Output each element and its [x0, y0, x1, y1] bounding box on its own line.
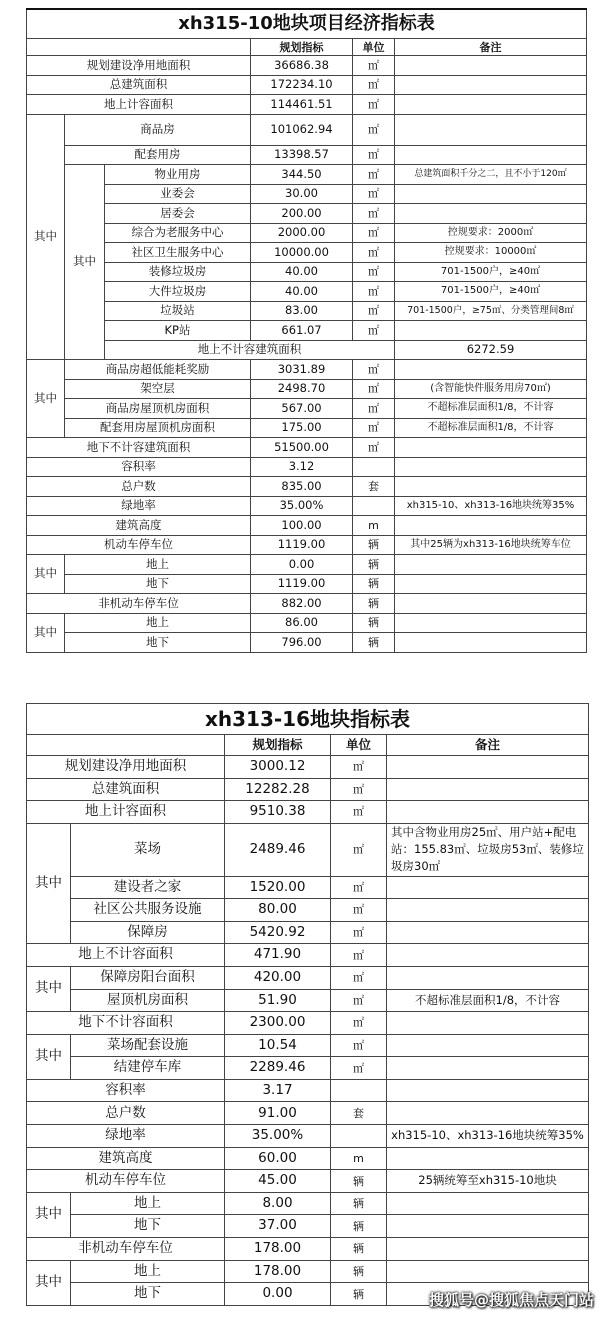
row-note [395, 75, 587, 95]
row-label: 地上不计容面积 [27, 944, 225, 967]
table-row [27, 1170, 589, 1193]
row-label: 保障房阳台面积 [71, 966, 225, 989]
row-value: 567.00 [251, 399, 353, 419]
row-value: 0.00 [251, 555, 353, 575]
row-value: 178.00 [225, 1260, 331, 1283]
row-label: 架空层 [65, 379, 251, 399]
row-note [395, 633, 587, 653]
row-value: 3000.12 [225, 756, 331, 779]
row-label: 地下 [65, 574, 251, 594]
row-value: 80.00 [225, 899, 331, 922]
table-row [27, 282, 587, 302]
row-label: 地上 [71, 1260, 225, 1283]
row-unit: ㎡ [353, 262, 395, 282]
row-note: 不超标准层面积1/8，不计容 [395, 418, 587, 438]
row-unit: ㎡ [353, 223, 395, 243]
row-label: 地上计容面积 [27, 95, 251, 115]
subgroup-label-qizhong: 其中 [65, 165, 105, 360]
row-unit: ㎡ [353, 56, 395, 76]
row-value: 661.07 [251, 321, 353, 341]
row-label: 规划建设净用地面积 [27, 56, 251, 76]
row-note: 701-1500户，≥40㎡ [395, 262, 587, 282]
row-label: 地上 [65, 613, 251, 633]
table1-header-note: 备注 [395, 39, 587, 56]
row-unit: 辆 [331, 1215, 387, 1238]
row-label: 建筑高度 [27, 516, 251, 536]
row-unit: ㎡ [353, 165, 395, 185]
top-margin [0, 0, 608, 4]
group-label-qizhong: 其中 [27, 1192, 71, 1237]
table-row [27, 801, 589, 824]
row-value: 101062.94 [251, 114, 353, 145]
row-note [387, 966, 589, 989]
row-note [395, 613, 587, 633]
table-row [27, 876, 589, 899]
row-note [387, 1012, 589, 1035]
xh313-16-indicator-table [26, 703, 589, 1306]
row-unit: ㎡ [353, 114, 395, 145]
group-label-qizhong: 其中 [27, 360, 65, 438]
group-label-qizhong: 其中 [27, 966, 71, 1011]
table-row [27, 1012, 589, 1035]
row-unit: 辆 [353, 574, 395, 594]
group-label-qizhong: 其中 [27, 1034, 71, 1079]
row-value: 1119.00 [251, 535, 353, 555]
row-label: 容积率 [27, 1079, 225, 1102]
row-label: 地上不计容建筑面积 [105, 340, 395, 360]
row-label: 商品房超低能耗奖励 [65, 360, 251, 380]
row-value: 178.00 [225, 1238, 331, 1261]
row-unit: ㎡ [353, 75, 395, 95]
row-unit: 辆 [353, 535, 395, 555]
table-row [27, 1102, 589, 1125]
table2-title: xh313-16地块指标表 [27, 704, 589, 735]
row-label: 总户数 [27, 477, 251, 497]
table-row [27, 1215, 589, 1238]
row-label: 配套用房 [65, 145, 251, 165]
row-unit: ㎡ [331, 1057, 387, 1080]
row-label: 非机动车停车位 [27, 594, 251, 614]
row-note [387, 1102, 589, 1125]
table-row [27, 56, 587, 76]
row-note [387, 1034, 589, 1057]
row-value: 882.00 [251, 594, 353, 614]
table-row [27, 778, 589, 801]
row-value: 2498.70 [251, 379, 353, 399]
row-unit: ㎡ [331, 966, 387, 989]
row-value: 3.17 [225, 1079, 331, 1102]
row-note [387, 921, 589, 944]
row-label: 居委会 [105, 204, 251, 224]
row-note [395, 438, 587, 458]
row-unit: 辆 [353, 633, 395, 653]
row-value: 114461.51 [251, 95, 353, 115]
row-unit: 辆 [331, 1192, 387, 1215]
group-label-qizhong: 其中 [27, 823, 71, 944]
row-unit: ㎡ [331, 899, 387, 922]
row-unit: m [331, 1147, 387, 1170]
row-unit [353, 496, 395, 516]
row-label: 地上 [71, 1192, 225, 1215]
row-label: 总户数 [27, 1102, 225, 1125]
row-note [395, 56, 587, 76]
row-note: 总建筑面积千分之二，且不小于120㎡ [395, 165, 587, 185]
table-row [27, 1079, 589, 1102]
table-row [27, 145, 587, 165]
row-value: 9510.38 [225, 801, 331, 824]
row-unit: 辆 [331, 1283, 387, 1306]
row-label: 物业用房 [105, 165, 251, 185]
row-note: 不超标准层面积1/8，不计容 [395, 399, 587, 419]
row-value: 1520.00 [225, 876, 331, 899]
table-row [27, 165, 587, 185]
watermark-text: 搜狐号@搜狐焦点天门站 [428, 1291, 594, 1309]
row-note [395, 184, 587, 204]
row-value: 344.50 [251, 165, 353, 185]
row-unit: ㎡ [353, 321, 395, 341]
row-value: 35.00% [251, 496, 353, 516]
table-row [27, 95, 587, 115]
table2-header-note: 备注 [387, 735, 589, 756]
table-row [27, 243, 587, 263]
row-label: 大件垃圾房 [105, 282, 251, 302]
table-row [27, 438, 587, 458]
table2-header-item [27, 735, 225, 756]
row-note: 其中25辆为xh313-16地块统筹车位 [395, 535, 587, 555]
row-unit: ㎡ [353, 243, 395, 263]
table-row [27, 823, 589, 876]
row-label: 容积率 [27, 457, 251, 477]
row-value: 5420.92 [225, 921, 331, 944]
table-row [27, 360, 587, 380]
row-value: 37.00 [225, 1215, 331, 1238]
table-row [27, 1260, 589, 1283]
row-value: 40.00 [251, 262, 353, 282]
row-label: 社区公共服务设施 [71, 899, 225, 922]
table-row [27, 457, 587, 477]
row-unit: ㎡ [331, 778, 387, 801]
row-value: 91.00 [225, 1102, 331, 1125]
row-value: 51500.00 [251, 438, 353, 458]
row-value: 8.00 [225, 1192, 331, 1215]
row-note [395, 477, 587, 497]
row-note: 其中含物业用房25㎡、用户站+配电站：155.83㎡、垃圾房53㎡、装修垃圾房30㎡ [387, 823, 589, 876]
row-label: 地下 [71, 1215, 225, 1238]
row-label: 垃圾站 [105, 301, 251, 321]
row-unit: ㎡ [353, 379, 395, 399]
row-value: 175.00 [251, 418, 353, 438]
row-note: xh315-10、xh313-16地块统筹35% [387, 1125, 589, 1148]
row-value: 1119.00 [251, 574, 353, 594]
row-label: 菜场配套设施 [71, 1034, 225, 1057]
row-label: 菜场 [71, 823, 225, 876]
table-row [27, 1057, 589, 1080]
table-row [27, 1147, 589, 1170]
row-unit: ㎡ [331, 801, 387, 824]
row-value: 36686.38 [251, 56, 353, 76]
row-unit: ㎡ [331, 876, 387, 899]
row-note [395, 145, 587, 165]
table-row [27, 1034, 589, 1057]
table-row [27, 966, 589, 989]
table-row [27, 574, 587, 594]
row-value: 60.00 [225, 1147, 331, 1170]
row-value: 796.00 [251, 633, 353, 653]
row-note [387, 1215, 589, 1238]
row-label: 建设者之家 [71, 876, 225, 899]
row-value: 10000.00 [251, 243, 353, 263]
table-row [27, 633, 587, 653]
row-note: 控规要求：10000㎡ [395, 243, 587, 263]
row-value: 35.00% [225, 1125, 331, 1148]
table-row [27, 1192, 589, 1215]
row-unit: 套 [353, 477, 395, 497]
table-row [27, 75, 587, 95]
row-unit: ㎡ [331, 989, 387, 1012]
table-row [27, 399, 587, 419]
table-row [27, 594, 587, 614]
row-label: 业委会 [105, 184, 251, 204]
table-row [27, 1238, 589, 1261]
row-note [395, 204, 587, 224]
row-label: 装修垃圾房 [105, 262, 251, 282]
row-unit: ㎡ [353, 95, 395, 115]
row-label: 地下 [71, 1283, 225, 1306]
row-value: 86.00 [251, 613, 353, 633]
table-row [27, 944, 589, 967]
group-label-qizhong: 其中 [27, 114, 65, 360]
row-label: 总建筑面积 [27, 778, 225, 801]
group-label-qizhong: 其中 [27, 1260, 71, 1305]
table-row [27, 1125, 589, 1148]
row-label: 屋顶机房面积 [71, 989, 225, 1012]
row-unit [353, 457, 395, 477]
row-value: 471.90 [225, 944, 331, 967]
row-unit: m [353, 516, 395, 536]
row-note [387, 756, 589, 779]
row-note [387, 1238, 589, 1261]
table1-header-unit: 单位 [353, 39, 395, 56]
row-value: 100.00 [251, 516, 353, 536]
row-note [387, 899, 589, 922]
row-unit [331, 1125, 387, 1148]
row-label: 保障房 [71, 921, 225, 944]
row-label: 结建停车库 [71, 1057, 225, 1080]
row-note [395, 574, 587, 594]
row-unit: ㎡ [353, 418, 395, 438]
row-label: 商品房屋顶机房面积 [65, 399, 251, 419]
row-unit: 辆 [353, 555, 395, 575]
row-unit: ㎡ [331, 944, 387, 967]
row-value: 200.00 [251, 204, 353, 224]
row-value: 45.00 [225, 1170, 331, 1193]
table2-header-value: 规划指标 [225, 735, 331, 756]
table-row [27, 477, 587, 497]
table-row [27, 555, 587, 575]
row-unit: ㎡ [331, 921, 387, 944]
row-unit: 辆 [331, 1238, 387, 1261]
row-label: 规划建设净用地面积 [27, 756, 225, 779]
row-note [387, 1260, 589, 1283]
row-label: 机动车停车位 [27, 1170, 225, 1193]
table-row [27, 921, 589, 944]
row-note [387, 1192, 589, 1215]
row-unit: ㎡ [353, 204, 395, 224]
row-note: 不超标准层面积1/8，不计容 [387, 989, 589, 1012]
row-unit: 辆 [353, 594, 395, 614]
row-unit [331, 1079, 387, 1102]
row-label: 社区卫生服务中心 [105, 243, 251, 263]
row-label: 地下不计容面积 [27, 1012, 225, 1035]
row-value: 420.00 [225, 966, 331, 989]
group-label-qizhong: 其中 [27, 555, 65, 594]
table1-title: xh315-10地块项目经济指标表 [27, 9, 587, 39]
row-value: 12282.28 [225, 778, 331, 801]
row-unit: 辆 [353, 613, 395, 633]
table-row [27, 114, 587, 145]
row-note [387, 778, 589, 801]
table2-header-unit: 单位 [331, 735, 387, 756]
row-unit: 辆 [331, 1170, 387, 1193]
row-value: 3031.89 [251, 360, 353, 380]
row-note: 701-1500户，≥75㎡、分类管理间8㎡ [395, 301, 587, 321]
row-note: (含智能快件服务用房70㎡) [395, 379, 587, 399]
table-row [27, 613, 587, 633]
row-label: 地下 [65, 633, 251, 653]
row-value: 30.00 [251, 184, 353, 204]
row-note [387, 801, 589, 824]
row-label: 地上计容面积 [27, 801, 225, 824]
row-note [395, 555, 587, 575]
row-label: 配套用房屋顶机房面积 [65, 418, 251, 438]
row-label: 综合为老服务中心 [105, 223, 251, 243]
row-unit: ㎡ [331, 1012, 387, 1035]
row-note: xh315-10、xh313-16地块统筹35% [395, 496, 587, 516]
row-value: 83.00 [251, 301, 353, 321]
row-unit: ㎡ [331, 756, 387, 779]
row-value: 2000.00 [251, 223, 353, 243]
table-row [27, 262, 587, 282]
row-label: 地上 [65, 555, 251, 575]
row-label: 建筑高度 [27, 1147, 225, 1170]
table-row [27, 418, 587, 438]
table-row [27, 340, 587, 360]
row-note [395, 360, 587, 380]
row-note: 控规要求：2000㎡ [395, 223, 587, 243]
row-value: 2300.00 [225, 1012, 331, 1035]
row-value: 51.90 [225, 989, 331, 1012]
row-note: 25辆统筹至xh315-10地块 [387, 1170, 589, 1193]
row-unit: ㎡ [353, 399, 395, 419]
row-note [395, 321, 587, 341]
row-value: 3.12 [251, 457, 353, 477]
row-note [387, 1079, 589, 1102]
table-row [27, 535, 587, 555]
row-label: 总建筑面积 [27, 75, 251, 95]
table-row [27, 989, 589, 1012]
row-label: 地下不计容建筑面积 [27, 438, 251, 458]
row-note [395, 95, 587, 115]
row-note [387, 1057, 589, 1080]
row-unit: ㎡ [353, 301, 395, 321]
table-row [27, 899, 589, 922]
row-note [387, 1147, 589, 1170]
table-row [27, 184, 587, 204]
table-row [27, 516, 587, 536]
row-label: 绿地率 [27, 496, 251, 516]
row-value: 835.00 [251, 477, 353, 497]
row-note [387, 876, 589, 899]
row-note [395, 457, 587, 477]
row-note [387, 944, 589, 967]
table1-header-value: 规划指标 [251, 39, 353, 56]
table-row [27, 204, 587, 224]
row-unit: ㎡ [331, 1034, 387, 1057]
row-unit: ㎡ [353, 360, 395, 380]
row-note [395, 594, 587, 614]
row-unit: ㎡ [353, 184, 395, 204]
row-value: 40.00 [251, 282, 353, 302]
table-row [27, 301, 587, 321]
row-unit: ㎡ [353, 145, 395, 165]
row-unit: ㎡ [331, 823, 387, 876]
xh315-10-indicator-table [26, 8, 587, 653]
table-row [27, 321, 587, 341]
row-value: 2289.46 [225, 1057, 331, 1080]
row-label: 商品房 [65, 114, 251, 145]
row-value: 0.00 [225, 1283, 331, 1306]
table-row [27, 496, 587, 516]
row-label: 绿地率 [27, 1125, 225, 1148]
row-unit: 套 [331, 1102, 387, 1125]
row-note [395, 516, 587, 536]
row-value: 172234.10 [251, 75, 353, 95]
row-unit: ㎡ [353, 438, 395, 458]
group-label-qizhong: 其中 [27, 613, 65, 652]
row-unit: 辆 [331, 1260, 387, 1283]
row-unit: ㎡ [353, 282, 395, 302]
row-note [395, 114, 587, 145]
row-value: 2489.46 [225, 823, 331, 876]
table1-header-item [27, 39, 251, 56]
row-value: 13398.57 [251, 145, 353, 165]
row-note: 701-1500户，≥40㎡ [395, 282, 587, 302]
table-row [27, 379, 587, 399]
row-label: KP站 [105, 321, 251, 341]
row-label: 机动车停车位 [27, 535, 251, 555]
table-row [27, 223, 587, 243]
row-label: 非机动车停车位 [27, 1238, 225, 1261]
table-row [27, 756, 589, 779]
row-value: 6272.59 [395, 340, 587, 360]
row-value: 10.54 [225, 1034, 331, 1057]
